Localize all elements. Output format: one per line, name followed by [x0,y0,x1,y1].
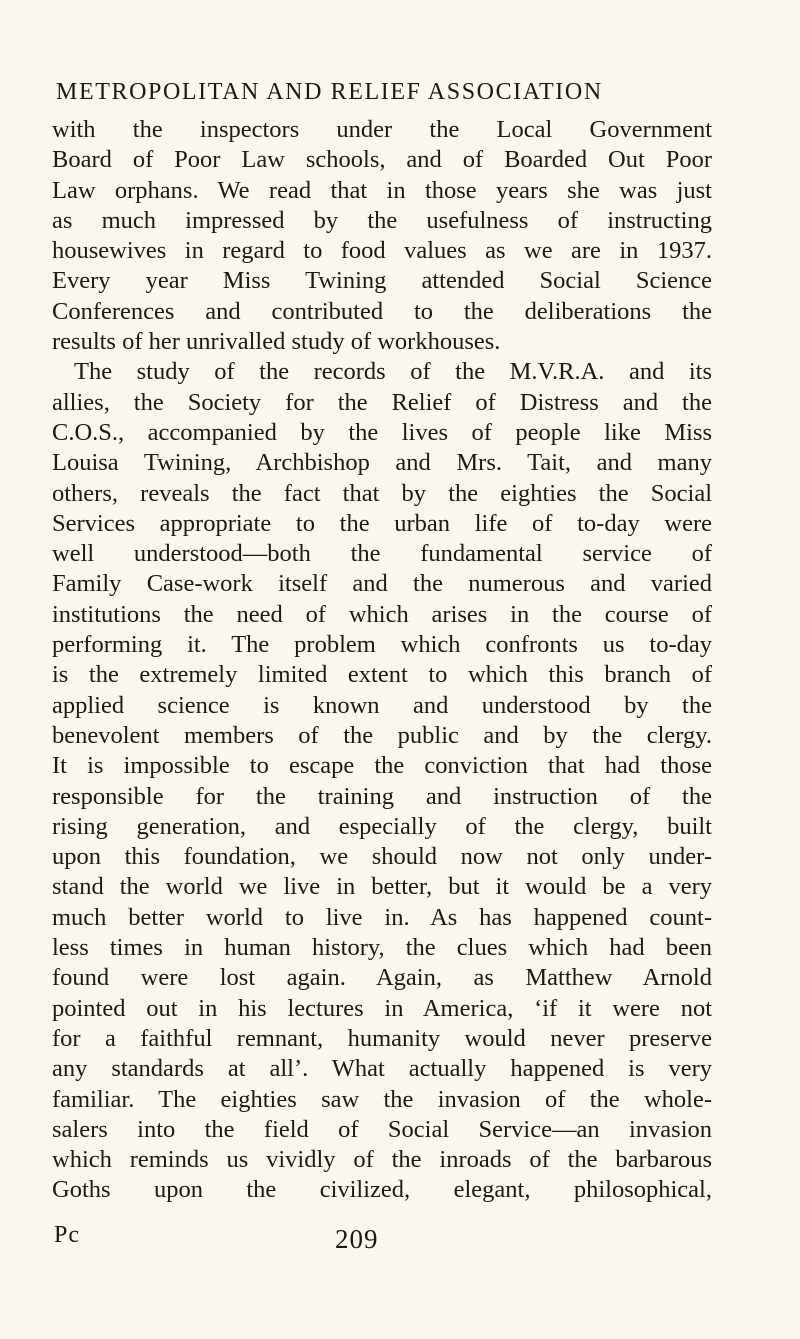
body-text [52,115,712,1206]
text-line: rising generation, and especially of the clergy, built [52,812,712,840]
text-line: Services appropriate to the urban life of to-day were [52,509,712,537]
text-line: much better world to live in. As has happened count- [52,903,712,931]
text-line: upon this foundation, we should now not only under- [52,843,712,871]
text-line: is the extremely limited extent to which this branch of [52,661,712,689]
page-footer [52,1222,712,1256]
text-line: familiar. The eighties saw the invasion of the whole- [52,1085,712,1113]
text-line: Family Case-work itself and the numerous and varied [52,570,712,598]
text-line: Board of Poor Law schools, and of Boarded Out Poor [52,146,712,174]
text-line: Goths upon the civilized, elegant, philosophical, [52,1176,712,1204]
text-line: less times in human history, the clues which had been [52,934,712,962]
text-line: for a faithful remnant, humanity would never preserve [52,1024,712,1052]
signature-mark: Pc [54,1222,80,1248]
text-line: Every year Miss Twining attended Social Science [52,267,712,295]
text-line: Conferences and contributed to the deliberations the [52,297,712,325]
text-line: which reminds us vividly of the inroads of the barbarous [52,1146,712,1174]
text-line: well understood—both the fundamental service of [52,540,712,568]
text-line: benevolent members of the public and by the clergy. [52,721,712,749]
text-line: with the inspectors under the Local Government [52,116,712,143]
text-line: as much impressed by the usefulness of instructing [52,206,712,234]
running-head: METROPOLITAN AND RELIEF ASSOCIATION [56,79,603,105]
text-line: Law orphans. We read that in those years she was just [52,176,712,204]
text-line: results of her unrivalled study of workhouses. [52,328,501,356]
text-line: found were lost again. Again, as Matthew Arnold [52,964,712,992]
text-line: Louisa Twining, Archbishop and Mrs. Tait, and many [52,449,712,477]
text-line: any standards at all’. What actually happened is very [52,1055,712,1083]
text-line: C.O.S., accompanied by the lives of people like Miss [52,418,712,446]
text-line: performing it. The problem which confronts us to-day [52,631,712,659]
text-line: others, reveals the fact that by the eighties the Social [52,479,712,507]
text-line: responsible for the training and instruction of the [52,782,712,810]
text-line: stand the world we live in better, but it would be a very [52,873,712,901]
text-line: institutions the need of which arises in the course of [52,600,712,628]
text-line: applied science is known and understood by the [52,691,712,719]
text-line: It is impossible to escape the conviction that had those [52,752,712,780]
text-line: salers into the field of Social Service—an invasion [52,1115,712,1143]
page-number: 209 [335,1224,379,1254]
text-line: pointed out in his lectures in America, ‘if it were not [52,994,712,1022]
text-line: The study of the records of the M.V.R.A. and its [74,358,712,386]
text-line: housewives in regard to food values as we are in 1937. [52,237,712,265]
text-line: allies, the Society for the Relief of Distress and the [52,388,712,416]
